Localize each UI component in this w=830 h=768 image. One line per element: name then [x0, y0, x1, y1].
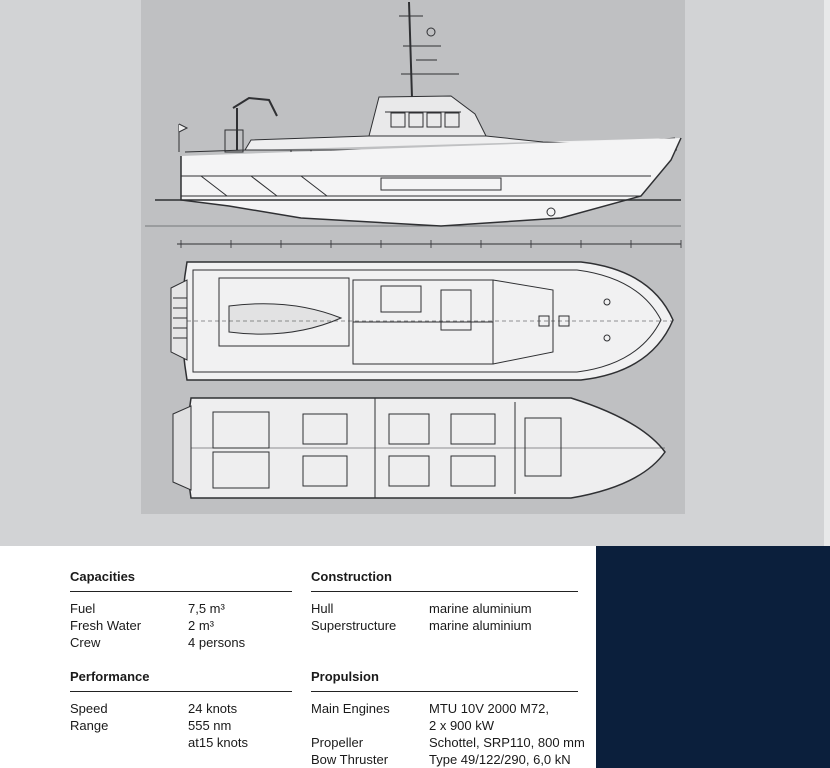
spec-label: Fuel	[70, 601, 96, 616]
spec-value: 555 nm	[188, 718, 232, 733]
navy-accent-block	[596, 546, 830, 768]
lower-deck-plan	[173, 398, 665, 498]
propulsion-title: Propulsion	[311, 669, 379, 684]
construction-title: Construction	[311, 569, 392, 584]
spec-value: Schottel, SRP110, 800 mm	[429, 735, 585, 750]
construction-rule	[311, 591, 578, 592]
spec-label: Hull	[311, 601, 334, 616]
spec-value: Type 49/122/290, 6,0 kN	[429, 752, 571, 767]
vessel-technical-drawing	[141, 0, 685, 514]
spec-value: 2 x 900 kW	[429, 718, 495, 733]
spec-value: 2 m³	[188, 618, 214, 633]
capacities-title: Capacities	[70, 569, 136, 584]
spec-label: Fresh Water	[70, 618, 142, 633]
spec-value: 24 knots	[188, 701, 238, 716]
spec-label: Range	[70, 718, 109, 733]
performance-title: Performance	[70, 669, 150, 684]
spec-value: marine aluminium	[429, 618, 532, 633]
spec-value: 4 persons	[188, 635, 246, 650]
dimension-ruler	[177, 240, 681, 248]
propulsion-rule	[311, 691, 578, 692]
side-profile-view	[145, 2, 681, 226]
spec-label: Main Engines	[311, 701, 390, 716]
specifications	[0, 546, 596, 768]
spec-value: marine aluminium	[429, 601, 532, 616]
capacities-rule	[70, 591, 292, 592]
spec-label: Crew	[70, 635, 101, 650]
spec-label: Bow Thruster	[311, 752, 389, 767]
page-edge	[824, 0, 830, 546]
spec-label: Propeller	[311, 735, 364, 750]
spec-value: at15 knots	[188, 735, 248, 750]
spec-label: Speed	[70, 701, 108, 716]
spec-value: 7,5 m³	[188, 601, 225, 616]
spec-value: MTU 10V 2000 M72,	[429, 701, 549, 716]
spec-label: Superstructure	[311, 618, 397, 633]
performance-rule	[70, 691, 292, 692]
vessel-drawing-panel	[141, 0, 685, 514]
main-deck-plan	[171, 262, 673, 380]
